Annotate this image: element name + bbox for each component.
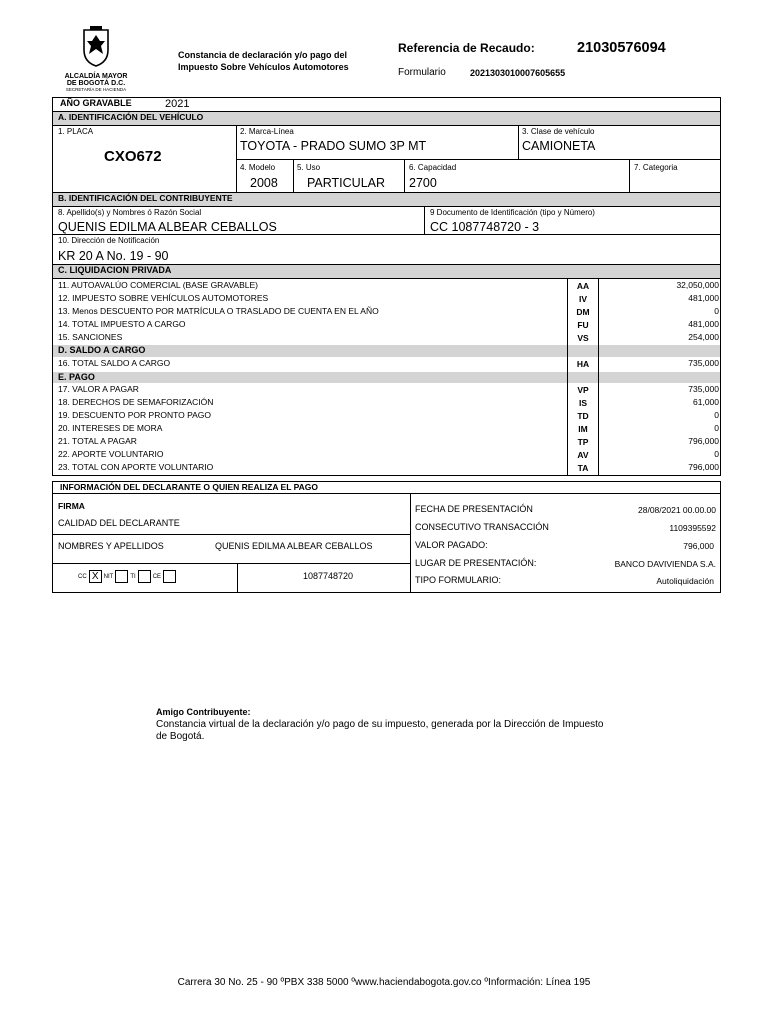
consecutivo-value: 1109395592	[669, 523, 716, 533]
uso-label: 5. Uso	[297, 163, 321, 172]
modelo-label: 4. Modelo	[240, 163, 276, 172]
row-label: 11. AUTOAVALÚO COMERCIAL (BASE GRAVABLE)	[58, 280, 258, 290]
row-value: 796,000	[688, 462, 719, 472]
row-value: 0	[714, 449, 719, 459]
doc-type-checkbox[interactable]: X	[89, 570, 102, 583]
row-label: 13. Menos DESCUENTO POR MATRÍCULA O TRASLADO DE CUENTA EN EL AÑO	[58, 306, 379, 316]
nombre-label: 8. Apellido(s) y Nombres ó Razón Social	[58, 208, 202, 217]
tipo-value: Autoliquidación	[656, 576, 714, 586]
row-label: 14. TOTAL IMPUESTO A CARGO	[58, 319, 186, 329]
footer-text: Carrera 30 No. 25 - 90 ºPBX 338 5000 ºwww.haciendabogota.gov.co ºInformación: Línea 195	[177, 977, 591, 988]
tipo-label: TIPO FORMULARIO:	[415, 575, 502, 585]
row-code: FU	[577, 320, 589, 330]
coat-of-arms-icon	[81, 26, 111, 68]
section-e-title: E. PAGO	[58, 372, 95, 382]
row-label: 16. TOTAL SALDO A CARGO	[58, 358, 171, 368]
nombres-label: NOMBRES Y APELLIDOS	[58, 541, 164, 551]
row-label: 20. INTERESES DE MORA	[58, 423, 163, 433]
row-code: AA	[576, 281, 590, 291]
placa-value: CXO672	[104, 148, 162, 165]
capacidad-label: 6. Capacidad	[409, 163, 457, 172]
row-code: TP	[577, 437, 589, 447]
doc-type-label: NIT	[103, 574, 114, 581]
form-label: Formulario	[398, 67, 446, 78]
row-label: 18. DERECHOS DE SEMAFORIZACIÓN	[58, 397, 214, 407]
fecha-value: 28/08/2021 00.00.00	[638, 505, 716, 515]
direccion-value: KR 20 A No. 19 - 90	[58, 249, 169, 263]
row-value: 481,000	[688, 319, 719, 329]
placa-label: 1. PLACA	[58, 127, 94, 136]
clase-value: CAMIONETA	[522, 139, 596, 153]
ref-value: 21030576094	[577, 40, 666, 56]
doc-type-label: TI	[130, 574, 136, 581]
modelo-value: 2008	[250, 176, 278, 190]
row-code: IS	[578, 398, 588, 408]
section-c-title: C. LIQUIDACION PRIVADA	[58, 265, 172, 275]
categoria-label: 7. Categoria	[634, 163, 678, 172]
year-value: 2021	[165, 98, 190, 110]
marca-value: TOYOTA - PRADO SUMO 3P MT	[240, 139, 427, 153]
row-value: 0	[714, 423, 719, 433]
uso-value: PARTICULAR	[307, 176, 386, 190]
row-label: 19. DESCUENTO POR PRONTO PAGO	[58, 410, 212, 420]
row-label: 21. TOTAL A PAGAR	[58, 436, 137, 446]
row-code: VP	[577, 385, 589, 395]
row-value: 0	[714, 306, 719, 316]
section-b-title: B. IDENTIFICACIÓN DEL CONTRIBUYENTE	[58, 193, 233, 203]
row-code: TD	[577, 411, 589, 421]
consecutivo-label: CONSECUTIVO TRANSACCIÓN	[415, 522, 549, 532]
row-value: 481,000	[688, 293, 719, 303]
doc-type-group	[78, 570, 178, 583]
nombre-value: QUENIS EDILMA ALBEAR CEBALLOS	[58, 220, 277, 234]
logo-text-3: SECRETARÍA DE HACIENDA	[65, 87, 127, 92]
row-label: 23. TOTAL CON APORTE VOLUNTARIO	[58, 462, 214, 472]
section-d-title: D. SALDO A CARGO	[58, 345, 146, 355]
row-value: 61,000	[693, 397, 719, 407]
doc-type-checkbox[interactable]	[163, 570, 176, 583]
row-label: 12. IMPUESTO SOBRE VEHÍCULOS AUTOMOTORES	[58, 293, 269, 303]
section-a-title: A. IDENTIFICACIÓN DEL VEHÍCULO	[58, 112, 204, 122]
nombres-value: QUENIS EDILMA ALBEAR CEBALLOS	[215, 541, 373, 551]
row-label: 15. SANCIONES	[58, 332, 123, 342]
row-value: 796,000	[688, 436, 719, 446]
marca-label: 2. Marca-Línea	[240, 127, 294, 136]
doc-title-2: Impuesto Sobre Vehículos Automotores	[178, 62, 349, 72]
logo-text-2: DE BOGOTÁ D.C.	[66, 80, 126, 87]
doc-id-label: 9 Documento de Identificación (tipo y Número)	[430, 208, 595, 217]
valor-value: 796,000	[683, 541, 714, 551]
logo	[60, 26, 132, 92]
row-value: 735,000	[688, 358, 719, 368]
row-code: DM	[576, 307, 590, 317]
row-code: AV	[577, 450, 589, 460]
note-title: Amigo Contribuyente:	[156, 707, 251, 717]
year-label: AÑO GRAVABLE	[60, 98, 132, 108]
capacidad-value: 2700	[409, 176, 437, 190]
lugar-label: LUGAR DE PRESENTACIÓN:	[415, 558, 537, 568]
direccion-label: 10. Dirección de Notificación	[58, 236, 160, 245]
firma-label: FIRMA	[58, 501, 85, 511]
doc-title-1: Constancia de declaración y/o pago del	[178, 50, 348, 60]
calidad-label: CALIDAD DEL DECLARANTE	[58, 518, 180, 528]
declarant-doc-number: 1087748720	[303, 571, 354, 581]
row-code: HA	[576, 359, 590, 369]
row-code: IM	[578, 424, 588, 434]
note-line-1: Constancia virtual de la declaración y/o pago de su impuesto, generada por la Dirección de Impuesto	[156, 719, 604, 730]
row-code: IV	[578, 294, 588, 304]
row-label: 22. APORTE VOLUNTARIO	[58, 449, 164, 459]
row-value: 32,050,000	[676, 280, 719, 290]
declarant-title: INFORMACIÓN DEL DECLARANTE O QUIEN REALIZA EL PAGO	[60, 482, 318, 492]
logo-text-1: ALCALDÍA MAYOR	[64, 73, 128, 80]
fecha-label: FECHA DE PRESENTACIÓN	[415, 504, 533, 514]
note-line-2: de Bogotá.	[156, 731, 205, 742]
clase-label: 3. Clase de vehículo	[522, 127, 595, 136]
row-value: 735,000	[688, 384, 719, 394]
row-value: 0	[714, 410, 719, 420]
doc-type-label: CE	[152, 574, 162, 581]
doc-type-checkbox[interactable]	[115, 570, 128, 583]
row-value: 254,000	[688, 332, 719, 342]
row-code: VS	[577, 333, 589, 343]
note-text	[156, 719, 604, 743]
form-value: 2021303010007605655	[470, 68, 566, 78]
doc-type-checkbox[interactable]	[138, 570, 151, 583]
row-code: TA	[577, 463, 589, 473]
row-label: 17. VALOR A PAGAR	[58, 384, 139, 394]
doc-id-value: CC 1087748720 - 3	[430, 220, 540, 234]
ref-label: Referencia de Recaudo:	[398, 41, 535, 55]
valor-label: VALOR PAGADO:	[415, 540, 488, 550]
lugar-value: BANCO DAVIVIENDA S.A.	[614, 559, 716, 569]
doc-type-label: CC	[78, 574, 87, 581]
